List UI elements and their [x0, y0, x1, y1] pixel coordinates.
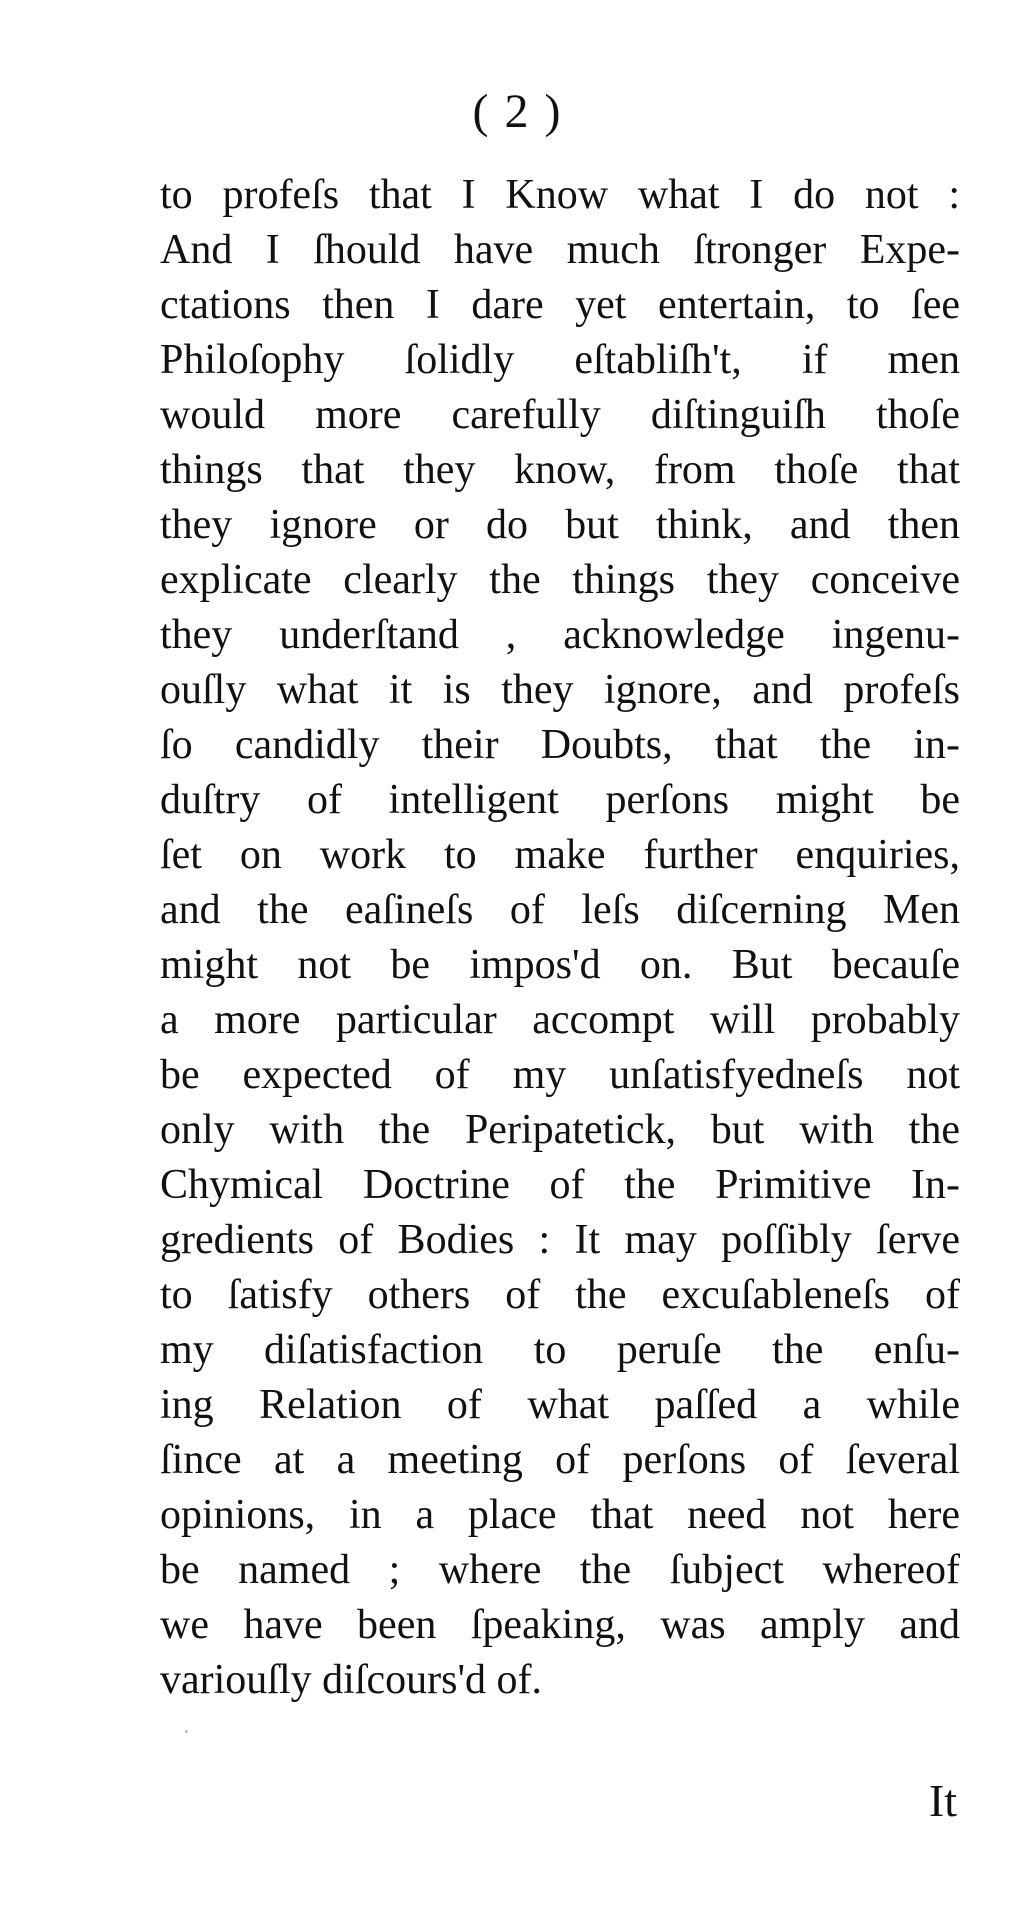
text-line: to ſatisfy others of the excuſableneſs of [160, 1272, 960, 1318]
text-line: And I ſhould have much ſtronger Expe- [160, 227, 960, 273]
text-line: ing Relation of what paſſed a while [160, 1382, 960, 1428]
text-line: opinions, in a place that need not here [160, 1492, 960, 1538]
text-line: they underſtand , acknowledge ingenu- [160, 612, 960, 658]
text-line: only with the Peripatetick, but with the [160, 1107, 960, 1153]
text-line: duſtry of intelligent perſons might be [160, 777, 960, 823]
text-line: Philoſophy ſolidly eſtabliſh't, if men [160, 337, 960, 383]
text-line-last: variouſly diſcours'd of. [160, 1657, 542, 1703]
text-line: Chymical Doctrine of the Primitive In- [160, 1162, 960, 1208]
page-number: ( 2 ) [472, 85, 563, 138]
text-line: might not be impos'd on. But becauſe [160, 942, 960, 988]
text-line: be expected of my unſatisfyedneſs not [160, 1052, 960, 1098]
text-line: and the eaſineſs of leſs diſcerning Men [160, 887, 960, 933]
text-line: would more carefully diſtinguiſh thoſe [160, 392, 960, 438]
paper-speck [185, 1730, 188, 1733]
text-line: ſet on work to make further enquiries, [160, 832, 960, 878]
text-line: explicate clearly the things they conceive [160, 557, 960, 603]
text-line: my diſatisfaction to peruſe the enſu- [160, 1327, 960, 1373]
text-line: be named ; where the ſubject whereof [160, 1547, 960, 1593]
text-line: ſince at a meeting of perſons of ſeveral [160, 1437, 960, 1483]
text-line: gredients of Bodies : It may poſſibly ſerve [160, 1217, 960, 1263]
catchword: It [928, 1775, 957, 1826]
text-line: ſo candidly their Doubts, that the in- [160, 722, 960, 768]
text-line: ctations then I dare yet entertain, to ſee [160, 282, 960, 328]
text-line: we have been ſpeaking, was amply and [160, 1602, 960, 1648]
text-line: a more particular accompt will probably [160, 997, 960, 1043]
text-line: they ignore or do but think, and then [160, 502, 960, 548]
text-line: things that they know, from thoſe that [160, 447, 960, 493]
body-text [160, 168, 960, 1708]
text-line: ouſly what it is they ignore, and profeſs [160, 667, 960, 713]
text-line: to profeſs that I Know what I do not : [160, 172, 960, 218]
